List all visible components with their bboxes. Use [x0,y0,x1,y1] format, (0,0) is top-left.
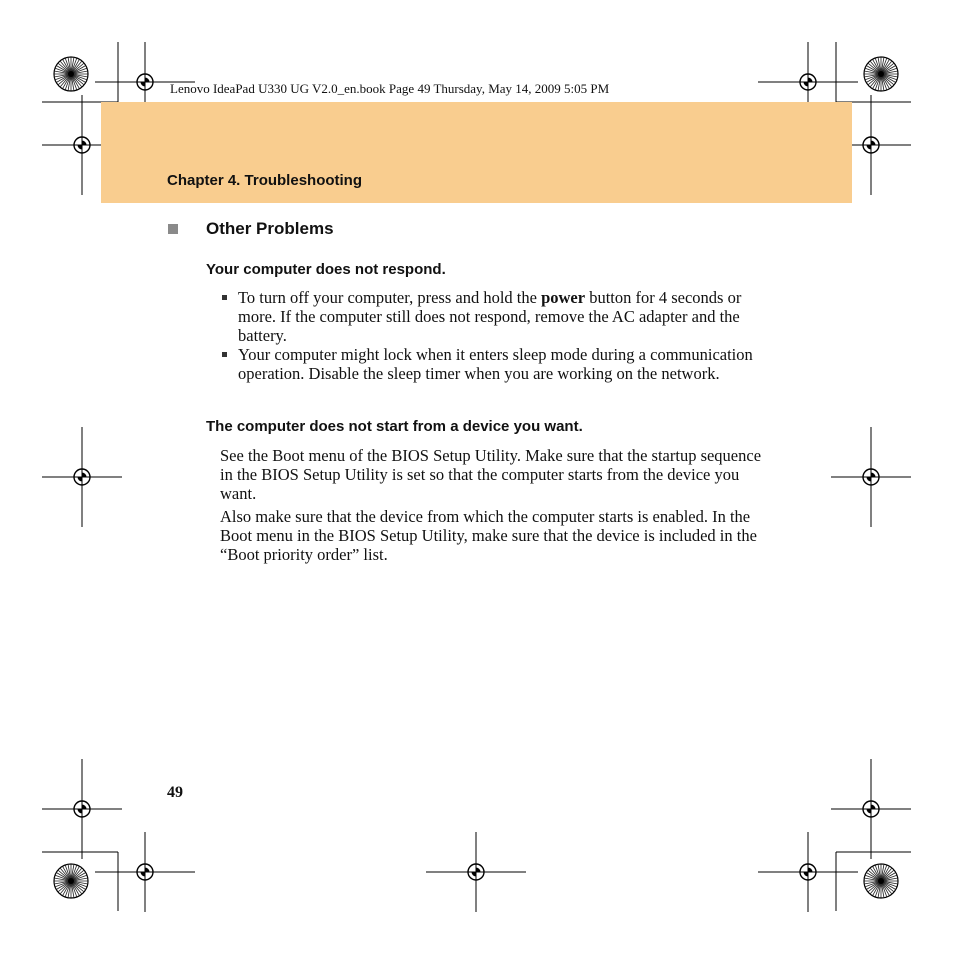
paragraph: See the Boot menu of the BIOS Setup Utility. Make sure that the startup sequence in the BIOS Setup Utility is set so that the computer starts from the device you want. [220,446,762,503]
page-number: 49 [167,784,183,801]
registration-mark-icon [831,759,911,859]
bullet-list [220,288,760,383]
paragraph: Also make sure that the device from which the computer starts is enabled. In the Boot menu in the BIOS Setup Utility, make sure that the device is included in the “Boot priority order” list. [220,507,757,564]
list-item: Your computer might lock when it enters sleep mode during a communication operation. Disable the sleep timer when you are working on the network. [220,345,760,383]
print-slug: Lenovo IdeaPad U330 UG V2.0_en.book Page 49 Thursday, May 14, 2009 5:05 PM [170,81,610,96]
color-target-icon [54,57,88,91]
section-square-icon [168,224,178,234]
bullet-square-icon [222,352,227,357]
registration-mark-icon [831,427,911,527]
subsection-heading-2: The computer does not start from a device you want. [206,418,583,435]
registration-mark-icon [426,832,526,912]
list-item: To turn off your computer, press and hold the power button for 4 seconds or more. If the computer still does not respond, remove the AC adapter and the battery. [220,288,760,345]
registration-mark-icon [95,832,195,912]
section-title: Other Problems [206,219,334,238]
registration-mark-icon [758,832,858,912]
bullet-square-icon [222,295,227,300]
color-target-icon [864,864,898,898]
registration-mark-icon [42,759,122,859]
subsection-heading-1: Your computer does not respond. [206,261,446,278]
registration-mark-icon [42,427,122,527]
color-target-icon [54,864,88,898]
color-target-icon [864,57,898,91]
chapter-title: Chapter 4. Troubleshooting [167,172,363,189]
